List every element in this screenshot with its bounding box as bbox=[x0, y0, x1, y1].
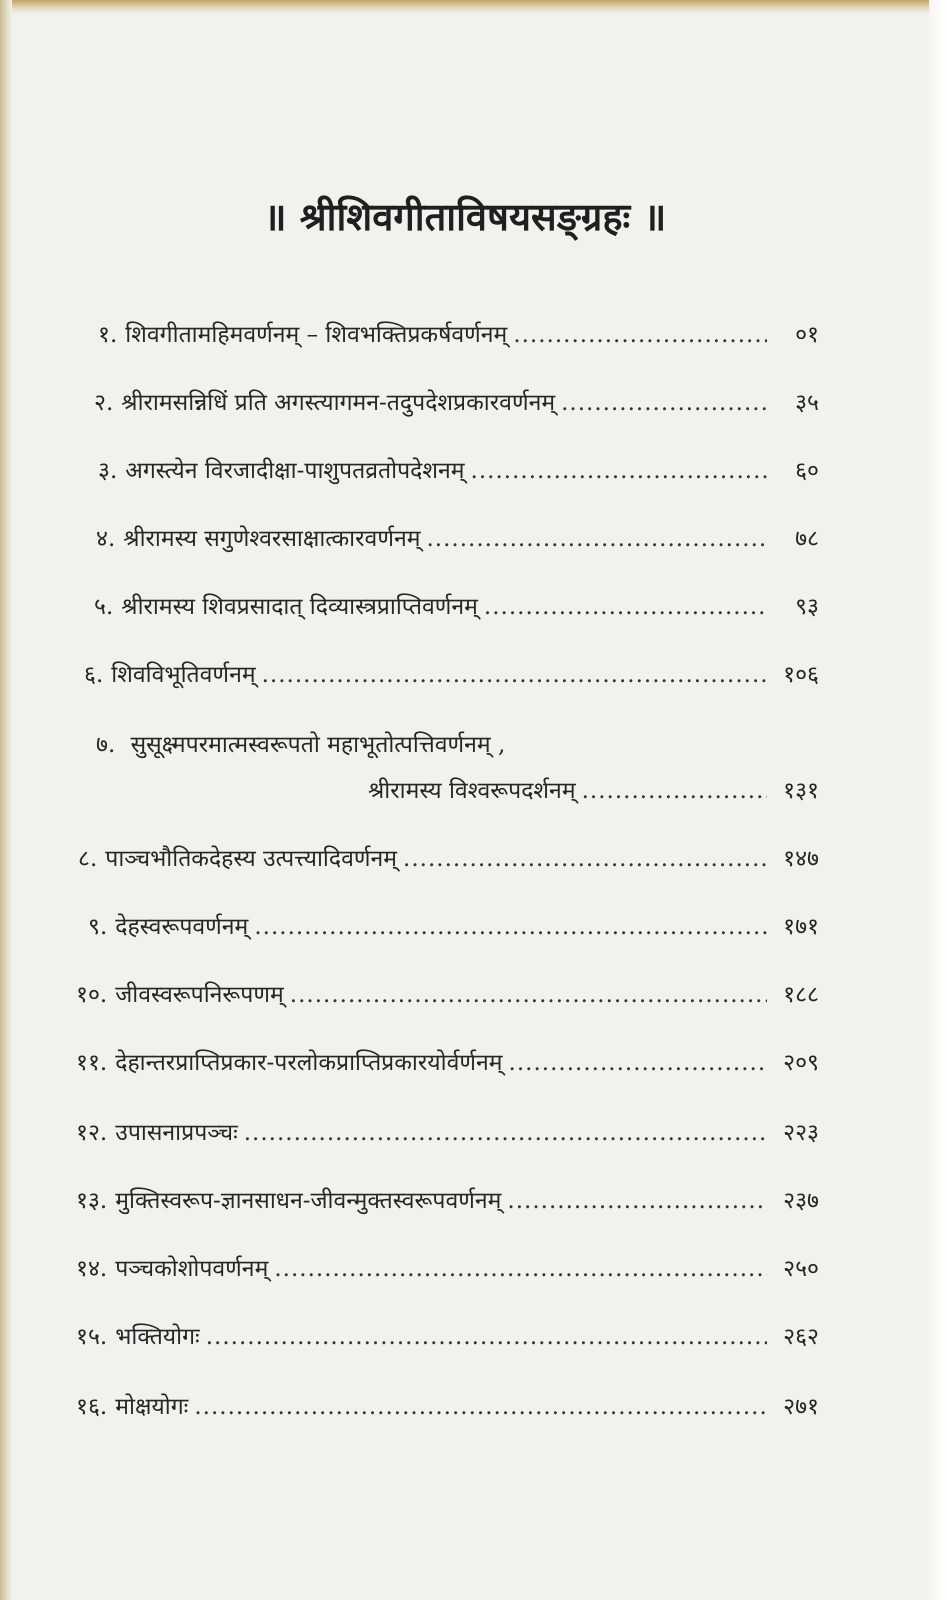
dot-leader bbox=[507, 1184, 767, 1218]
toc-entry-5 bbox=[94, 590, 819, 624]
dot-leader bbox=[513, 318, 767, 352]
toc-entry-title: सुसूक्ष्मपरमात्मस्वरूपतो महाभूतोत्पत्तिवर्णनम् , bbox=[130, 732, 506, 758]
toc-entry-number: ७. bbox=[96, 732, 116, 758]
toc-entry-page: २०९ bbox=[783, 1050, 819, 1076]
toc-entry-15 bbox=[76, 1320, 819, 1354]
toc-entry-11 bbox=[76, 1046, 819, 1080]
toc-entry-number: ५. bbox=[94, 594, 114, 620]
toc-entry-page: २३७ bbox=[783, 1188, 819, 1214]
toc-entry-page: ९३ bbox=[795, 594, 819, 620]
toc-entry-2 bbox=[94, 386, 819, 420]
dot-leader bbox=[426, 522, 767, 556]
toc-entry-3 bbox=[98, 454, 819, 488]
toc-entry-page: १४७ bbox=[783, 846, 819, 872]
toc-entry-7-first-line bbox=[96, 728, 505, 762]
toc-entry-page: ०१ bbox=[795, 322, 819, 348]
toc-entry-7 bbox=[368, 774, 819, 808]
toc-entry-title: देहस्वरूपवर्णनम् bbox=[115, 914, 249, 940]
toc-entry-6 bbox=[84, 658, 819, 692]
dot-leader bbox=[274, 1252, 767, 1286]
toc-entry-page: १८८ bbox=[783, 982, 819, 1008]
toc-entry-title: उपासनाप्रपञ्चः bbox=[115, 1120, 238, 1146]
toc-entry-16 bbox=[76, 1390, 819, 1424]
toc-entry-page: २६२ bbox=[783, 1324, 819, 1350]
dot-leader bbox=[403, 842, 767, 876]
dot-leader bbox=[582, 774, 767, 808]
toc-entry-10 bbox=[76, 978, 819, 1012]
toc-entry-page: २२३ bbox=[783, 1120, 819, 1146]
toc-entry-title: देहान्तरप्राप्तिप्रकार-परलोकप्राप्तिप्रकारयोर्वर्णनम् bbox=[115, 1050, 503, 1076]
toc-entry-12 bbox=[76, 1116, 819, 1150]
toc-entry-number: २. bbox=[94, 390, 114, 416]
toc-entry-number: १४. bbox=[76, 1256, 108, 1282]
toc-entry-title: पञ्चकोशोपवर्णनम् bbox=[115, 1256, 269, 1282]
toc-entry-title: शिवविभूतिवर्णनम् bbox=[111, 662, 256, 688]
toc-entry-8 bbox=[78, 842, 819, 876]
toc-entry-page: ७८ bbox=[795, 526, 819, 552]
dot-leader bbox=[262, 658, 767, 692]
toc-entry-number: १६. bbox=[76, 1394, 108, 1420]
toc-entry-title: पाञ्चभौतिकदेहस्य उत्पत्त्यादिवर्णनम् bbox=[105, 846, 398, 872]
dot-leader bbox=[509, 1046, 767, 1080]
toc-entry-title: श्रीरामसन्निधिं प्रति अगस्त्यागमन-तदुपदेशप्रकारवर्णनम् bbox=[121, 390, 556, 416]
toc-entry-number: ४. bbox=[96, 526, 116, 552]
toc-entry-title: भक्तियोगः bbox=[115, 1324, 200, 1350]
toc-entry-title: श्रीरामस्य शिवप्रसादात् दिव्यास्त्रप्राप्तिवर्णनम् bbox=[121, 594, 478, 620]
toc-entry-14 bbox=[76, 1252, 819, 1286]
dot-leader bbox=[290, 978, 767, 1012]
toc-entry-number: १३. bbox=[76, 1188, 108, 1214]
dot-leader bbox=[561, 386, 767, 420]
toc-entry-number: ३. bbox=[98, 458, 118, 484]
toc-entry-number: ११. bbox=[76, 1050, 108, 1076]
toc-entry-4 bbox=[96, 522, 819, 556]
toc-entry-number: ९. bbox=[88, 914, 108, 940]
toc-entry-1 bbox=[98, 318, 819, 352]
toc-entry-page: १०६ bbox=[783, 662, 819, 688]
toc-entry-number: १५. bbox=[76, 1324, 108, 1350]
toc-entry-page: १७१ bbox=[783, 914, 819, 940]
toc-entry-page: १३१ bbox=[783, 778, 819, 804]
toc-entry-page: ३५ bbox=[795, 390, 819, 416]
toc-entry-title: श्रीरामस्य सगुणेश्वरसाक्षात्कारवर्णनम् bbox=[123, 526, 421, 552]
toc-entry-number: १२. bbox=[76, 1120, 108, 1146]
toc-entry-13 bbox=[76, 1184, 819, 1218]
toc-entry-number: १. bbox=[98, 322, 118, 348]
toc-entry-title: शिवगीतामहिमवर्णनम् – शिवभक्तिप्रकर्षवर्णनम् bbox=[125, 322, 508, 348]
dot-leader bbox=[484, 590, 767, 624]
toc-entry-title-continued: श्रीरामस्य विश्वरूपदर्शनम् bbox=[368, 778, 576, 804]
dot-leader bbox=[194, 1390, 767, 1424]
toc-entry-title: अगस्त्येन विरजादीक्षा-पाशुपतव्रतोपदेशनम् bbox=[125, 458, 465, 484]
toc-entry-title: मोक्षयोगः bbox=[115, 1394, 189, 1420]
page-title: ॥ श्रीशिवगीताविषयसङ्ग्रहः ॥ bbox=[263, 194, 667, 239]
toc-entry-number: ८. bbox=[78, 846, 98, 872]
dot-leader bbox=[254, 910, 767, 944]
toc-entry-title: जीवस्वरूपनिरूपणम् bbox=[115, 982, 284, 1008]
toc-entry-number: ६. bbox=[84, 662, 104, 688]
toc-entry-page: २७१ bbox=[783, 1394, 819, 1420]
toc-entry-page: ६० bbox=[795, 458, 819, 484]
dot-leader bbox=[206, 1320, 767, 1354]
dot-leader bbox=[244, 1116, 767, 1150]
toc-entry-title: मुक्तिस्वरूप-ज्ञानसाधन-जीवन्मुक्तस्वरूपवर्णनम् bbox=[115, 1188, 502, 1214]
dot-leader bbox=[471, 454, 767, 488]
toc-entry-page: २५० bbox=[783, 1256, 819, 1282]
toc-entry-9 bbox=[88, 910, 819, 944]
toc-entry-number: १०. bbox=[76, 982, 108, 1008]
